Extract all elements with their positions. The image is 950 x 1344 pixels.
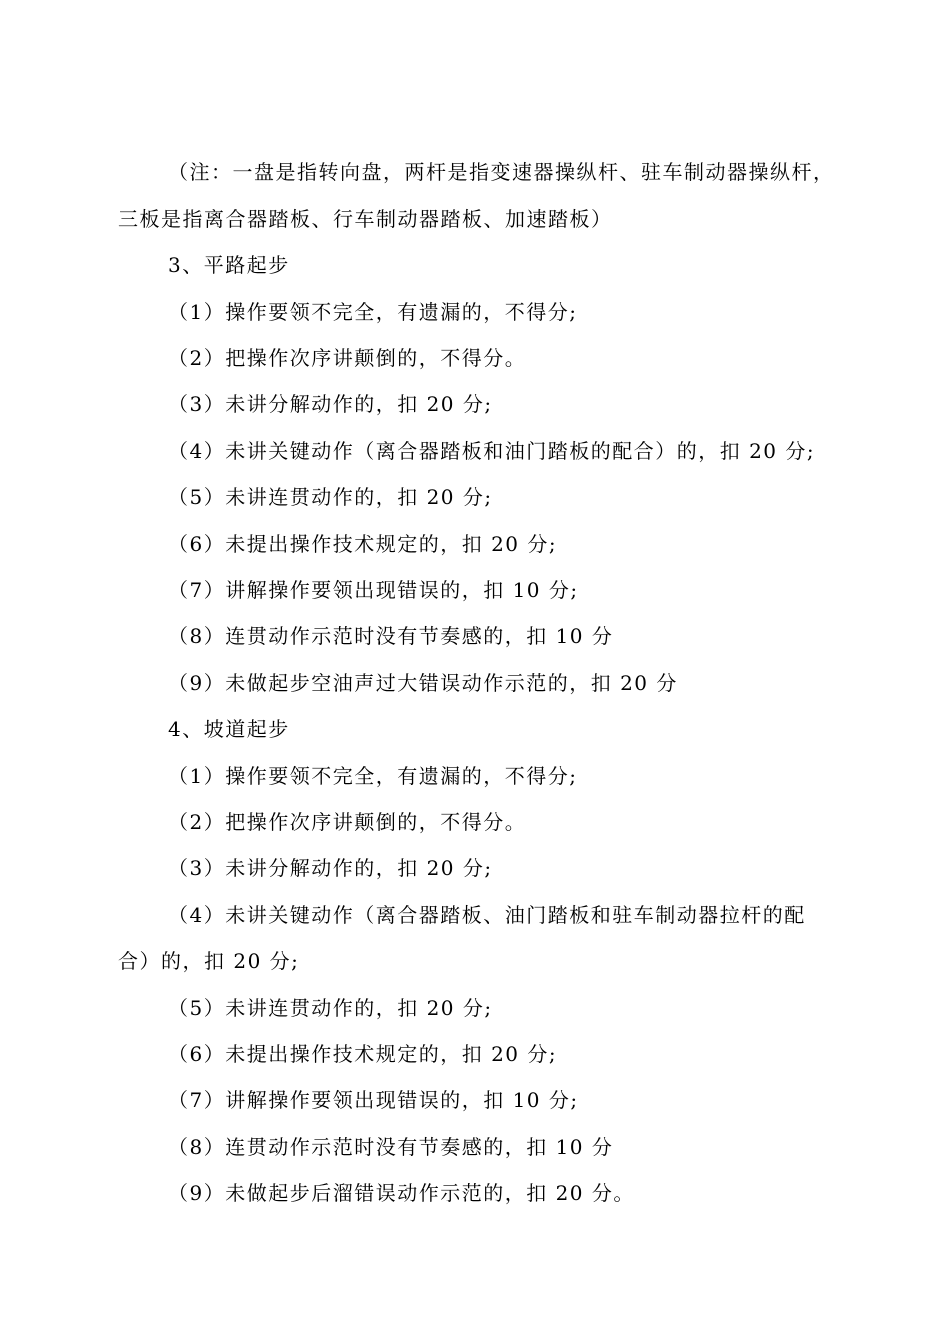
note-line-1: （注：一盘是指转向盘，两杆是指变速器操纵杆、驻车制动器操纵杆， <box>168 160 835 184</box>
section-4-item-8: （8）连贯动作示范时没有节奏感的，扣 10 分 <box>168 1135 614 1159</box>
section-4-item-5: （5）未讲连贯动作的，扣 20 分; <box>168 996 493 1020</box>
section-3-item-4: （4）未讲关键动作（离合器踏板和油门踏板的配合）的，扣 20 分; <box>168 439 816 463</box>
section-4-item-7: （7）讲解操作要领出现错误的，扣 10 分; <box>168 1088 579 1112</box>
section-3-item-2: （2）把操作次序讲颠倒的，不得分。 <box>168 346 527 370</box>
section-3-heading: 3、平路起步 <box>168 253 290 277</box>
section-3-item-8: （8）连贯动作示范时没有节奏感的，扣 10 分 <box>168 624 614 648</box>
section-4-item-9: （9）未做起步后溜错误动作示范的，扣 20 分。 <box>168 1181 635 1205</box>
note-line-2: 三板是指离合器踏板、行车制动器踏板、加速踏板） <box>118 207 613 231</box>
section-3-item-3: （3）未讲分解动作的，扣 20 分; <box>168 392 493 416</box>
section-4-item-6: （6）未提出操作技术规定的，扣 20 分; <box>168 1042 558 1066</box>
section-4-item-4-continued: 合）的，扣 20 分; <box>118 949 300 973</box>
section-4-item-3: （3）未讲分解动作的，扣 20 分; <box>168 856 493 880</box>
section-4-item-2: （2）把操作次序讲颠倒的，不得分。 <box>168 810 527 834</box>
section-4-item-1: （1）操作要领不完全，有遗漏的，不得分; <box>168 764 578 788</box>
section-3-item-7: （7）讲解操作要领出现错误的，扣 10 分; <box>168 578 579 602</box>
section-3-item-1: （1）操作要领不完全，有遗漏的，不得分; <box>168 300 578 324</box>
section-3-item-9: （9）未做起步空油声过大错误动作示范的，扣 20 分 <box>168 671 678 695</box>
section-3-item-6: （6）未提出操作技术规定的，扣 20 分; <box>168 532 558 556</box>
section-4-heading: 4、坡道起步 <box>168 717 290 741</box>
section-4-item-4: （4）未讲关键动作（离合器踏板、油门踏板和驻车制动器拉杆的配 <box>168 903 806 927</box>
section-3-item-5: （5）未讲连贯动作的，扣 20 分; <box>168 485 493 509</box>
